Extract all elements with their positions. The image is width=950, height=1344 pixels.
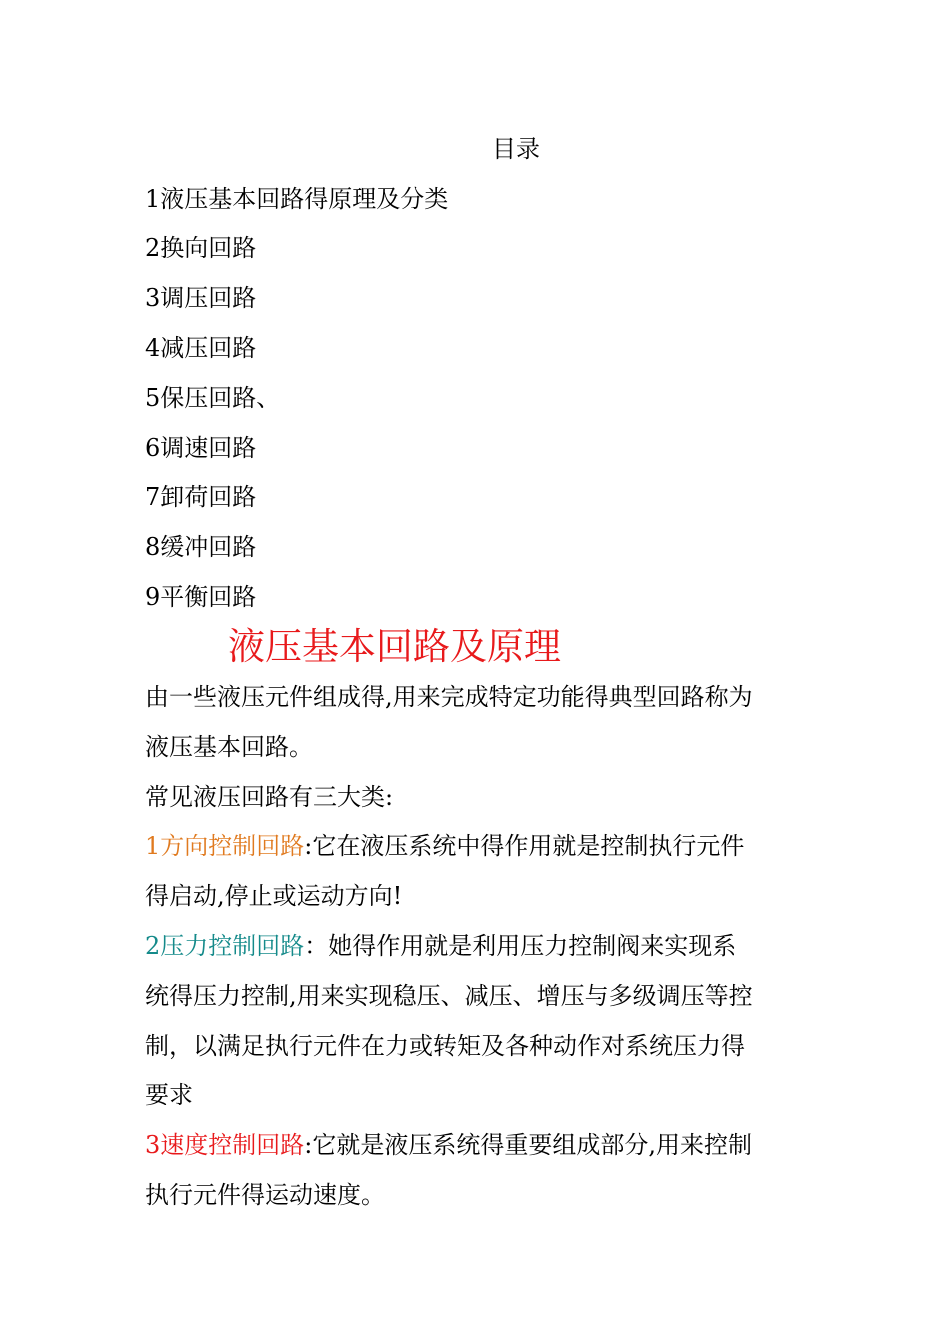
intro-line: 由一些液压元件组成得,用来完成特定功能得典型回路称为 bbox=[145, 683, 753, 711]
toc-title: 目录 bbox=[492, 135, 540, 163]
category-line: 制，以满足执行元件在力或转矩及各种动作对系统压力得 bbox=[145, 1032, 745, 1060]
category-label-speed: 3速度控制回路 bbox=[145, 1131, 305, 1159]
category-line bbox=[145, 931, 736, 961]
toc-item: 8缓冲回路 bbox=[145, 533, 257, 561]
category-line bbox=[145, 1130, 752, 1160]
category-label-direction: 1方向控制回路 bbox=[145, 832, 305, 860]
toc-item: 9平衡回路 bbox=[145, 583, 257, 611]
toc-item: 1液压基本回路得原理及分类 bbox=[145, 185, 449, 213]
toc-item: 4减压回路 bbox=[145, 334, 257, 362]
category-text: :它在液压系统中得作用就是控制执行元件 bbox=[304, 832, 745, 860]
toc-item: 3调压回路 bbox=[145, 284, 257, 312]
category-line: 统得压力控制,用来实现稳压、减压、增压与多级调压等控 bbox=[145, 982, 753, 1010]
toc-item: 5保压回路、 bbox=[145, 384, 281, 412]
category-line bbox=[145, 831, 744, 861]
category-line: 执行元件得运动速度。 bbox=[145, 1181, 385, 1209]
section-title: 液压基本回路及原理 bbox=[228, 625, 561, 668]
toc-item: 2换向回路 bbox=[145, 234, 257, 262]
intro-line: 常见液压回路有三大类: bbox=[145, 783, 394, 811]
toc-item: 7卸荷回路 bbox=[145, 483, 257, 511]
category-text: :它就是液压系统得重要组成部分,用来控制 bbox=[304, 1131, 752, 1159]
category-label-pressure: 2压力控制回路 bbox=[145, 932, 305, 960]
category-line: 要求 bbox=[145, 1081, 193, 1109]
toc-item: 6调速回路 bbox=[145, 434, 257, 462]
category-text: ：她得作用就是利用压力控制阀来实现系 bbox=[304, 932, 737, 960]
category-line: 得启动,停止或运动方向! bbox=[145, 882, 403, 910]
intro-line: 液压基本回路。 bbox=[145, 733, 313, 761]
